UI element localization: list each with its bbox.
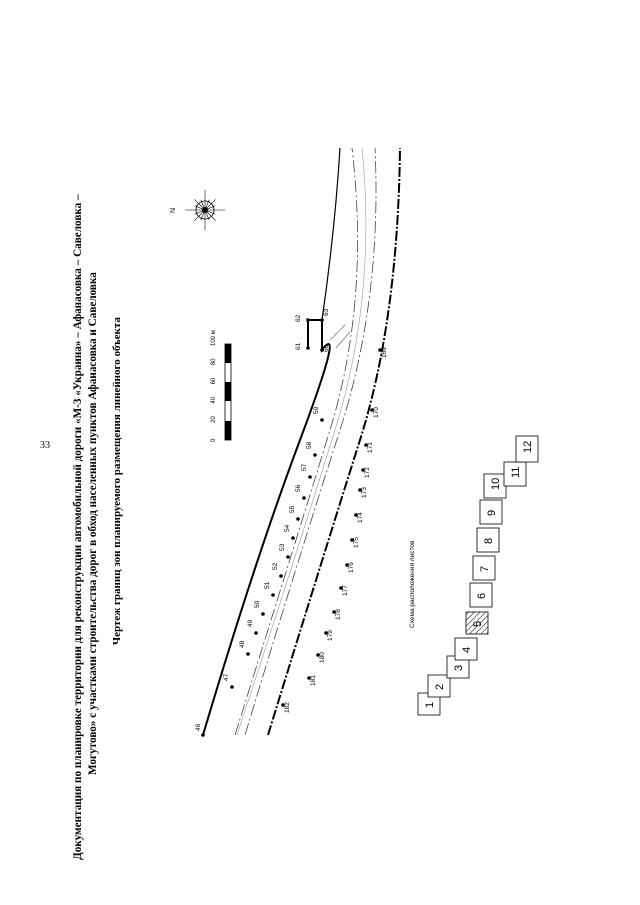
boundary-point-label: 178 — [335, 609, 342, 620]
sheet-number: 4 — [461, 646, 473, 653]
boundary-point — [302, 496, 306, 500]
title-line-2: Могутово» с участками строительства дорог в обход населенных пунктов Афанасовка и Савеловка — [87, 272, 99, 775]
page-number: 33 — [40, 440, 50, 451]
boundary-point-label: 174 — [357, 512, 364, 523]
boundary-point-label: 56 — [295, 484, 302, 492]
scale-bar-label: 80 — [211, 358, 217, 366]
upper-boundary-line — [203, 320, 330, 735]
sheet-number: 7 — [479, 565, 491, 572]
sheet-number: 9 — [486, 509, 498, 516]
boundary-point — [320, 418, 324, 422]
boundary-point — [254, 631, 258, 635]
sheet-scheme-label: Схема расположения листов — [409, 540, 416, 628]
scale-bar — [211, 330, 231, 442]
compass-rose-icon — [170, 190, 225, 230]
boundary-point — [271, 593, 275, 597]
boundary-point-label: 61 — [295, 342, 302, 350]
boundary-point — [279, 574, 283, 578]
sheet-number: 8 — [483, 537, 495, 544]
boundary-point — [230, 685, 234, 689]
road-edge-lower-2 — [237, 148, 366, 735]
drawing-title: Чертеж границ зон планируемого размещения линейного объекта — [111, 317, 123, 645]
lower-boundary-line — [268, 148, 400, 735]
boundary-point — [320, 318, 324, 322]
scale-bar-label: 40 — [211, 396, 217, 404]
title-line-1: Документация по планировке территории для реконструкции автомобильной дороги «М-3 «Украина» – Афанасовка – Савеловка – — [72, 194, 84, 860]
sheet-number: 1 — [424, 701, 436, 708]
boundary-point-label: 50 — [254, 600, 261, 608]
road-edge-lower — [245, 148, 376, 735]
sheet-number: 11 — [510, 466, 522, 478]
boundary-point-label: 63 — [323, 308, 330, 316]
road-branch — [330, 325, 350, 348]
sheet-number: 10 — [490, 477, 502, 490]
boundary-point-label: 60 — [323, 344, 330, 352]
boundary-point — [296, 517, 300, 521]
boundary-point-label: 51 — [264, 581, 271, 589]
boundary-point — [286, 555, 290, 559]
sheet-number: 6 — [476, 592, 488, 599]
boundary-point-label: 171 — [367, 442, 374, 453]
boundary-point-label: 179 — [327, 630, 334, 641]
boundary-point-label: 52 — [272, 562, 279, 570]
boundary-point-label: 181 — [310, 675, 317, 686]
scale-bar-label: 100 м — [211, 330, 217, 346]
boundary-point-label: 46 — [195, 723, 202, 731]
boundary-point-label: 173 — [361, 487, 368, 498]
sheet-number: 2 — [434, 683, 446, 690]
boundary-point-label: 182 — [284, 702, 291, 713]
boundary-point-label: 180 — [319, 652, 326, 663]
boundary-point-label: 47 — [223, 673, 230, 681]
boundary-point-label: 53 — [279, 543, 286, 551]
sheet-number: 12 — [522, 440, 534, 453]
compass-north-label: N — [170, 207, 177, 213]
boundary-point — [246, 652, 250, 656]
boundary-point-label: 49 — [247, 619, 254, 627]
boundary-point-label: 169 — [381, 347, 388, 358]
road-edge-upper — [235, 148, 358, 735]
boundary-point-label: 175 — [353, 537, 360, 548]
boundary-point — [261, 612, 265, 616]
boundary-point-label: 58 — [306, 441, 313, 449]
boundary-point-label: 177 — [342, 585, 349, 596]
boundary-point-label: 170 — [373, 407, 380, 418]
boundary-point — [201, 733, 205, 737]
boundary-point-label: 172 — [364, 467, 371, 478]
boundary-point-label: 48 — [239, 640, 246, 648]
boundary-point — [313, 453, 317, 457]
scale-bar-label: 20 — [211, 416, 217, 423]
sheet-number: 3 — [453, 664, 465, 671]
boundary-point-label: 57 — [301, 463, 308, 471]
scale-bar-label: 0 — [211, 438, 217, 442]
boundary-point-label: 176 — [348, 562, 355, 573]
boundary-point — [306, 346, 310, 350]
boundary-point — [306, 318, 310, 322]
boundary-point-label: 54 — [284, 524, 291, 532]
boundary-point — [308, 475, 312, 479]
boundary-point-label: 62 — [295, 314, 302, 322]
sheet-number: 5 — [472, 620, 484, 627]
upper-boundary-extension — [322, 148, 340, 320]
scale-bar-label: 60 — [211, 377, 217, 385]
boundary-point-label: 59 — [313, 406, 320, 414]
boundary-point-label: 55 — [289, 505, 296, 513]
boundary-point — [291, 536, 295, 540]
